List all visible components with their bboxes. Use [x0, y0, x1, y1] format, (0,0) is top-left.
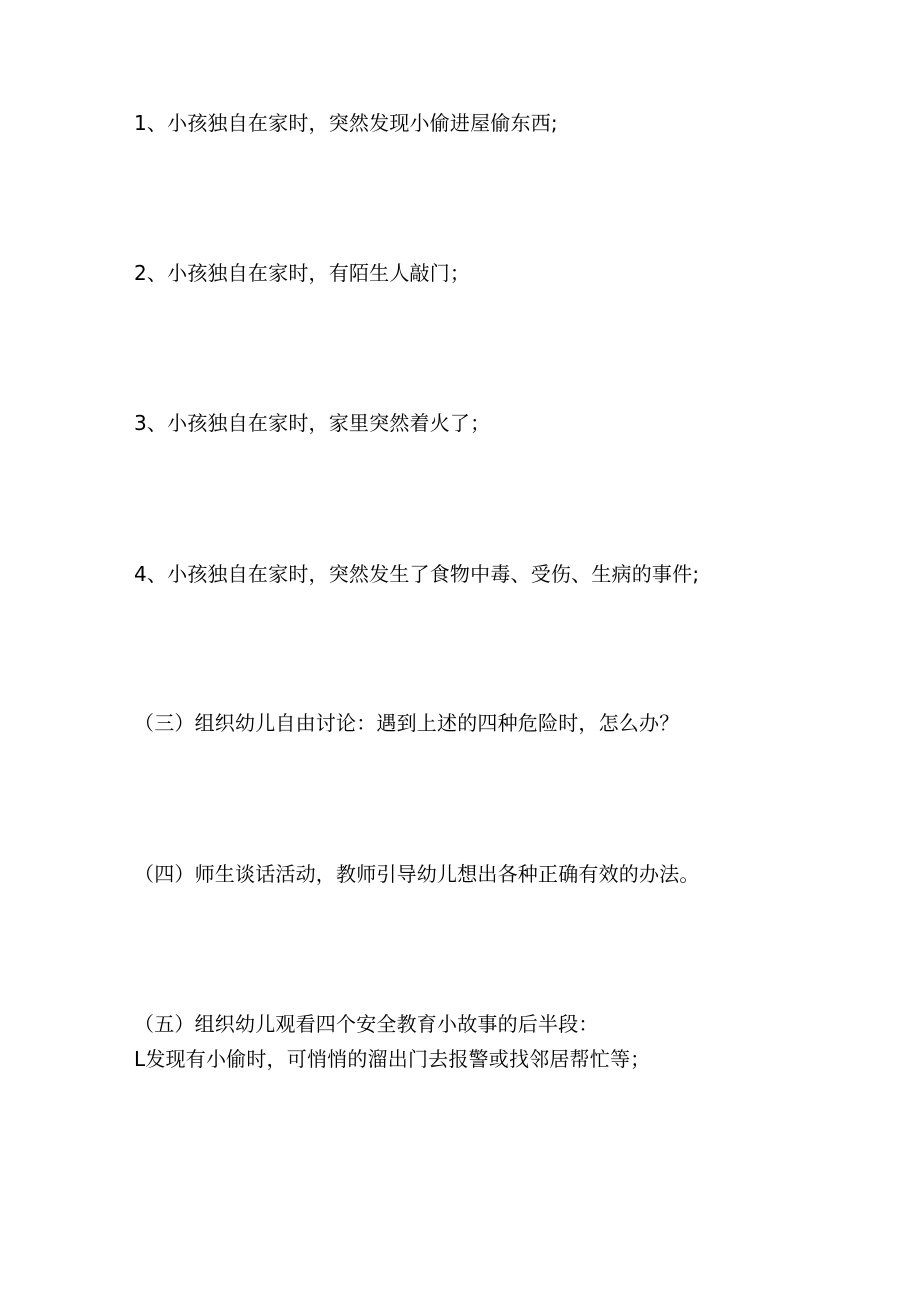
- scenario-3-fire: 3、小孩独自在家时，家里突然着火了；: [134, 411, 491, 435]
- section-4-dialogue: （四）师生谈话活动，教师引导幼儿想出各种正确有效的办法。: [134, 862, 700, 886]
- scenario-4-poisoning-injury: 4、小孩独自在家时，突然发生了食物中毒、受伤、生病的事件;: [134, 562, 700, 586]
- section-3-discussion: （三）组织幼儿自由讨论：遇到上述的四种危险时，怎么办？: [134, 711, 680, 735]
- scenario-2-stranger-knocking: 2、小孩独自在家时，有陌生人敲门；: [134, 261, 471, 285]
- section-5-stories: （五）组织幼儿观看四个安全教育小故事的后半段：: [134, 1012, 599, 1036]
- story-answer-1: L发现有小偷时，可悄悄的溜出门去报警或找邻居帮忙等；: [134, 1047, 651, 1071]
- scenario-1-thief: 1、小孩独自在家时，突然发现小偷进屋偷东西;: [134, 111, 558, 135]
